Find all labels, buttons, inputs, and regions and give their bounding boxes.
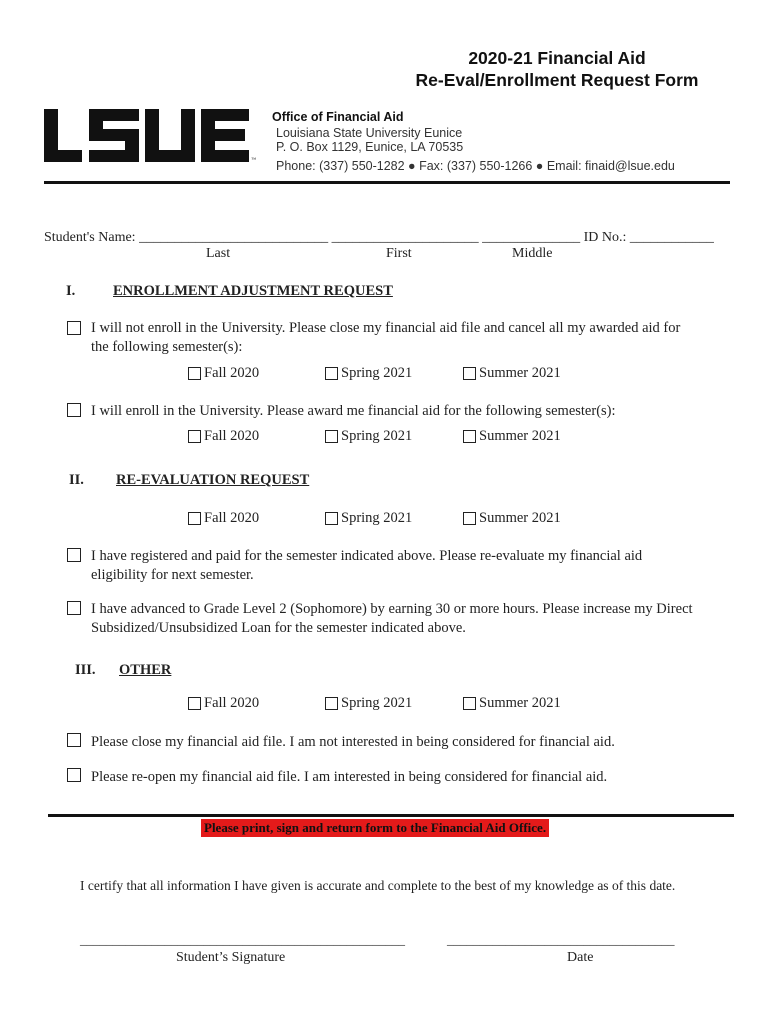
summer-checkbox[interactable]: [463, 512, 476, 525]
student-name-line[interactable]: Student's Name: ___________________________ _____________________ ______________ ID No.: ____________: [44, 230, 714, 245]
signature-line[interactable]: __________________________________________________: [80, 932, 405, 947]
grade-level-text-line2: Subsidized/Unsubsidized Loan for the semester indicated above.: [91, 620, 466, 636]
fall-label: Fall 2020: [204, 365, 260, 381]
section2-heading: RE-EVALUATION REQUEST: [116, 472, 310, 488]
s2-spring[interactable]: [325, 510, 412, 527]
form-title-line1: 2020-21 Financial Aid: [468, 48, 646, 68]
fall-checkbox[interactable]: [188, 430, 201, 443]
office-address: P. O. Box 1129, Eunice, LA 70535: [276, 140, 464, 154]
signature-label: Student’s Signature: [176, 950, 286, 965]
s2-summer[interactable]: [463, 510, 561, 527]
summer-checkbox[interactable]: [463, 430, 476, 443]
s1-opt2-fall[interactable]: [188, 428, 259, 445]
fall-checkbox[interactable]: [188, 697, 201, 710]
s2-fall[interactable]: [188, 510, 259, 527]
fall-checkbox[interactable]: [188, 367, 201, 380]
spring-checkbox[interactable]: [325, 367, 338, 380]
fall-label: Fall 2020: [204, 428, 260, 444]
grade-level-checkbox[interactable]: [67, 601, 81, 615]
will-enroll-checkbox[interactable]: [67, 403, 81, 417]
svg-text:™: ™: [251, 158, 256, 163]
office-name: Office of Financial Aid: [272, 110, 404, 124]
s3-fall[interactable]: [188, 695, 259, 712]
grade-level-text-line1: I have advanced to Grade Level 2 (Sophomore) by earning 30 or more hours. Please increase my Direct: [91, 601, 693, 617]
not-enroll-text-line2: the following semester(s):: [91, 339, 243, 355]
footer-divider: [48, 814, 734, 817]
summer-checkbox[interactable]: [463, 367, 476, 380]
date-label: Date: [567, 950, 594, 965]
fall-label: Fall 2020: [204, 695, 260, 711]
s3-spring[interactable]: [325, 695, 412, 712]
summer-checkbox[interactable]: [463, 697, 476, 710]
not-enroll-text-line1: I will not enroll in the University. Please close my financial aid file and cancel all my awarded aid for: [91, 320, 681, 336]
will-enroll-text: I will enroll in the University. Please award me financial aid for the following semester(s):: [91, 403, 616, 419]
fall-checkbox[interactable]: [188, 512, 201, 525]
first-label: First: [386, 246, 412, 261]
s1-opt1-fall[interactable]: [188, 365, 259, 382]
header-divider: [44, 181, 730, 184]
spring-label: Spring 2021: [341, 510, 413, 526]
reopen-file-text: Please re-open my financial aid file. I am interested in being considered for financial aid.: [91, 769, 608, 785]
s1-opt1-summer[interactable]: [463, 365, 561, 382]
s1-opt1-spring[interactable]: [325, 365, 412, 382]
s1-opt2-spring[interactable]: [325, 428, 412, 445]
reevaluate-text-line2: eligibility for next semester.: [91, 567, 254, 583]
spring-label: Spring 2021: [341, 695, 413, 711]
section1-number: I.: [66, 283, 76, 299]
not-enroll-checkbox[interactable]: [67, 321, 81, 335]
date-line[interactable]: ___________________________________: [447, 932, 675, 947]
middle-label: Middle: [512, 246, 553, 261]
form-title-line2: Re-Eval/Enrollment Request Form: [415, 70, 699, 90]
reevaluate-checkbox[interactable]: [67, 548, 81, 562]
reopen-file-checkbox[interactable]: [67, 768, 81, 782]
section2-number: II.: [69, 472, 84, 488]
lsue-logo: [44, 109, 254, 163]
close-file-checkbox[interactable]: [67, 733, 81, 747]
summer-label: Summer 2021: [479, 510, 561, 526]
return-notice: Please print, sign and return form to the Financial Aid Office.: [201, 819, 549, 837]
section3-heading: OTHER: [119, 662, 172, 678]
spring-label: Spring 2021: [341, 428, 413, 444]
spring-label: Spring 2021: [341, 365, 413, 381]
fall-label: Fall 2020: [204, 510, 260, 526]
certify-statement: I certify that all information I have given is accurate and complete to the best of my knowledge as of this date.: [80, 878, 676, 893]
spring-checkbox[interactable]: [325, 697, 338, 710]
summer-label: Summer 2021: [479, 365, 561, 381]
section1-heading: ENROLLMENT ADJUSTMENT REQUEST: [113, 283, 393, 299]
summer-label: Summer 2021: [479, 428, 561, 444]
reevaluate-text-line1: I have registered and paid for the semester indicated above. Please re-evaluate my financial aid: [91, 548, 643, 564]
s1-opt2-summer[interactable]: [463, 428, 561, 445]
close-file-text: Please close my financial aid file. I am not interested in being considered for financial aid.: [91, 734, 615, 750]
office-contact: Phone: (337) 550-1282 ● Fax: (337) 550-1266 ● Email: finaid@lsue.edu: [276, 159, 675, 173]
spring-checkbox[interactable]: [325, 512, 338, 525]
summer-label: Summer 2021: [479, 695, 561, 711]
s3-summer[interactable]: [463, 695, 561, 712]
last-label: Last: [206, 246, 231, 261]
office-university: Louisiana State University Eunice: [276, 126, 463, 140]
section3-number: III.: [75, 662, 96, 678]
spring-checkbox[interactable]: [325, 430, 338, 443]
